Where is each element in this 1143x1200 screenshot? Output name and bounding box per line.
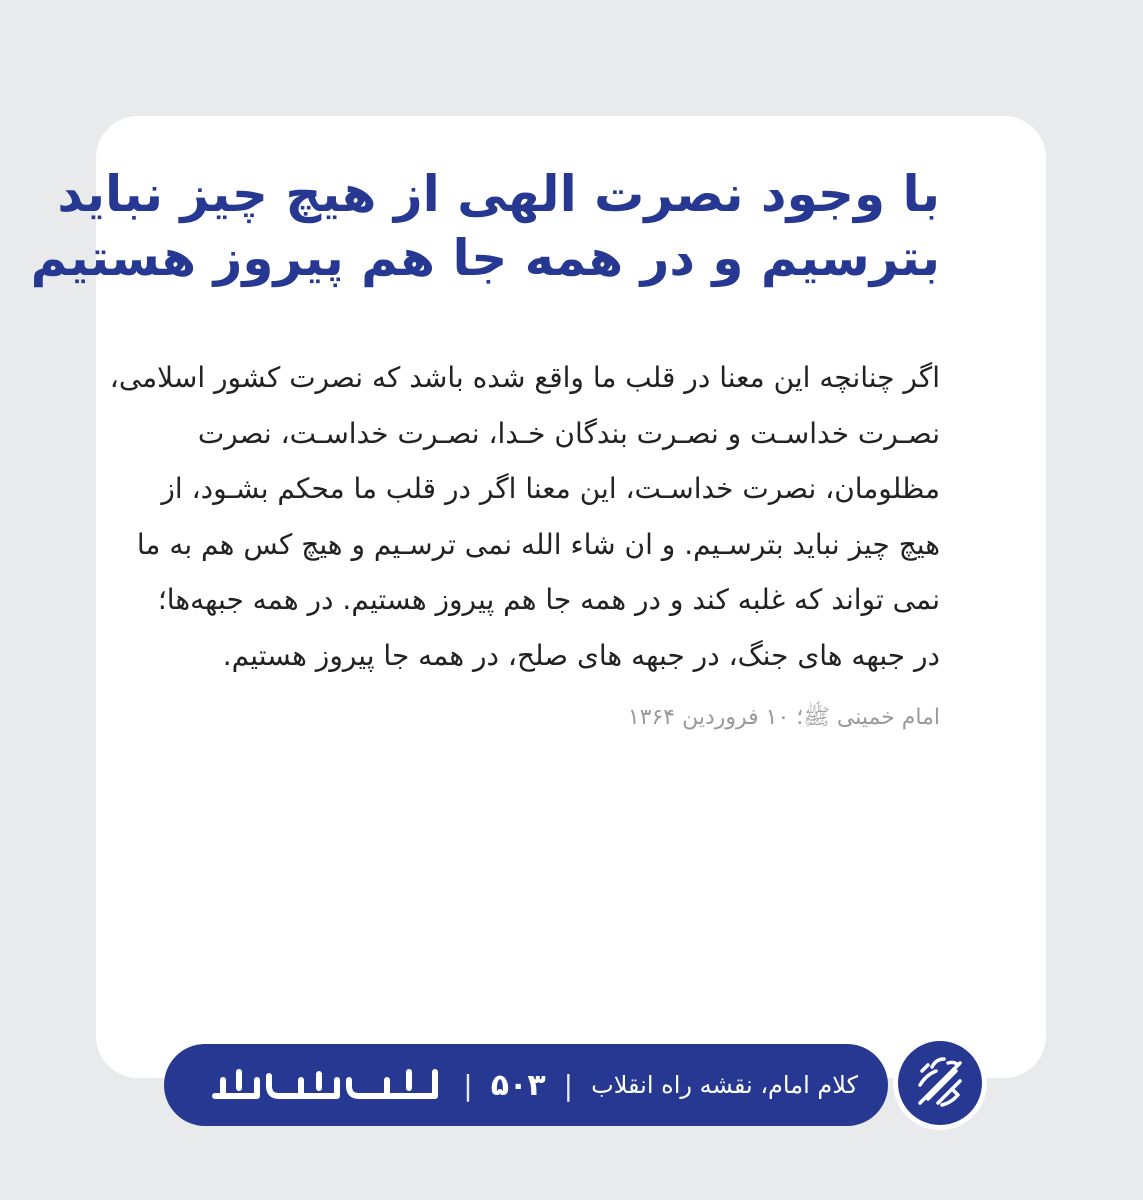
brand-logo <box>209 1066 439 1106</box>
issue-number: ۵۰۳ <box>490 1067 546 1103</box>
quote-body <box>109 350 940 683</box>
quote-line-6: در جبهه‌ های جنگ، در جبهه‌ های صلح، در همه جا پیروز هستیم. <box>222 638 940 672</box>
quote-source: امام خمینی ﷺ؛ ۱۰ فروردین ۱۳۶۴ <box>627 705 940 730</box>
headline <box>30 162 940 290</box>
headline-line-1: با وجود نصرت الهی از هیچ چیز نباید <box>57 165 940 223</box>
quote-line-4: هیچ چیز نباید بترسـیم. و ان شاء الله نمی ترسـیم و هیچ کس هم به ما <box>136 527 940 561</box>
calligraphy-icon <box>898 1041 982 1125</box>
footer-label <box>463 1044 858 1126</box>
quote-line-2: نصـرت خداسـت و نصـرت بندگان خـدا، نصـرت خداسـت، نصرت <box>197 416 940 450</box>
quote-line-3: مظلومان، نصرت خداسـت، این معنا اگر در قلب ما محکم بشـود، از <box>161 472 940 505</box>
separator: | <box>563 1068 574 1102</box>
quote-line-1: اگر چنانچه این معنا در قلب ما واقع شده باشد که نصرت کشور اسلامی، <box>109 361 940 394</box>
series-label: کلام امام، نقشه راه انقلاب <box>591 1071 858 1099</box>
headline-line-2: بترسیم و در همه جا هم پیروز هستیم <box>30 229 940 287</box>
circle-logo <box>893 1036 987 1130</box>
separator: | <box>463 1068 473 1102</box>
footer-bar <box>164 1044 888 1126</box>
quote-line-5: نمی تواند که غلبه کند و در همه جا هم پیروز هستیم. در همه جبهه‌ها؛ <box>157 583 940 616</box>
